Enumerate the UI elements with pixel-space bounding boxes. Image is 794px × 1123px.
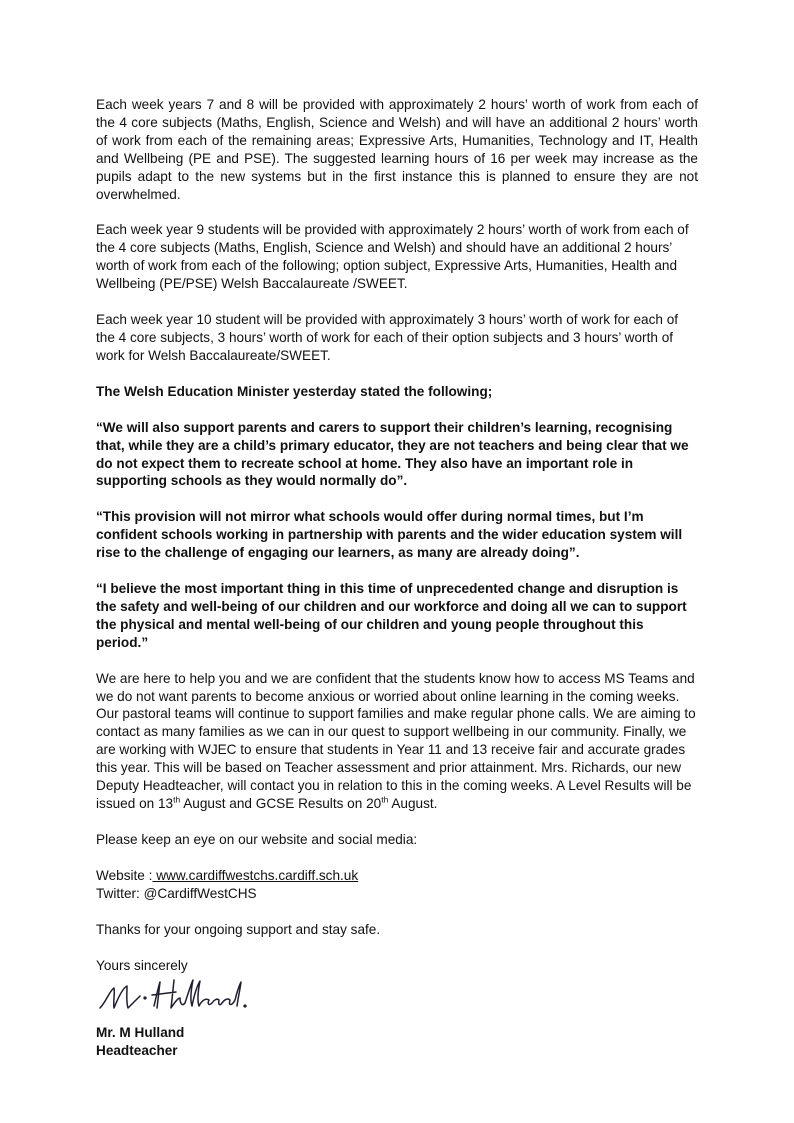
- signature-image: [96, 976, 256, 1020]
- signer-name: Mr. M Hulland: [96, 1025, 185, 1041]
- website-label: Website :: [96, 867, 153, 883]
- support-text-mid: August and GCSE Results on 20: [180, 796, 382, 811]
- support-text-end: August.: [388, 796, 438, 811]
- minister-quote-2: “This provision will not mirror what schools would offer during normal times, but I’m confident schools working in partnership with parents and the wider education system will rise to the challenge of engaging our learners, as many are already doing”.: [96, 509, 683, 561]
- superscript-th: th: [173, 794, 181, 805]
- superscript-th: th: [381, 794, 389, 805]
- paragraph-year-9: Each week year 9 students will be provided with approximately 2 hours’ worth of work from each of the 4 core subjects (Maths, English, Science and Welsh) and should have an additional 2 hours’ worth of work from each of the following; option subject, Expressive Arts, Humanities, Health and Wellbeing (PE/PSE) Welsh Baccalaureate /SWEET.: [96, 222, 689, 292]
- minister-quote-3: “I believe the most important thing in this time of unprecedented change and disruption is the safety and well-being of our children and our workforce and doing all we can to support the physical and mental well-being of our children and young people throughout this period.”: [96, 581, 687, 650]
- minister-intro: The Welsh Education Minister yesterday stated the following;: [96, 383, 493, 399]
- paragraph-years-7-8: Each week years 7 and 8 will be provided with approximately 2 hours’ worth of work from each of the 4 core subjects (Maths, English, Science and Welsh) and will have an additional 2 hours’ worth of work from each of the remaining areas; Expressive Arts, Humanities, Technology and IT, Health and Wellbeing (PE and PSE). The suggested learning hours of 16 per week may increase as the pupils adapt to the new systems but in the first instance this is planned to ensure they are not overwhelmed.: [96, 97, 698, 202]
- yours-sincerely: Yours sincerely: [96, 957, 188, 973]
- twitter-line: Twitter: @CardiffWestCHS: [96, 885, 257, 901]
- paragraph-year-10: Each week year 10 student will be provided with approximately 3 hours’ worth of work for each of the 4 core subjects, 3 hours’ worth of work for each of their option subjects and 3 hours’ worth of work for Welsh Baccalaureate/SWEET.: [96, 312, 679, 363]
- website-link[interactable]: www.cardiffwestchs.cardiff.sch.uk: [152, 867, 359, 883]
- support-text: We are here to help you and we are confident that the students know how to access MS Teams and we do not want parents to become anxious or worried about online learning in the coming weeks. Our pastoral teams will continue to support families and make regular phone calls. We are aiming to contact as many families as we can in our quest to support wellbeing in our community. Finally, we are working with WJEC to ensure that students in Year 11 and 13 receive fair and accurate grades this year. This will be based on Teacher assessment and prior attainment. Mrs. Richards, our new Deputy Headteacher, will contact you in relation to this in the coming weeks. A Level Results will be issued on 13: [96, 670, 696, 811]
- thanks-line: Thanks for your ongoing support and stay safe.: [96, 921, 381, 937]
- keep-an-eye-line: Please keep an eye on our website and social media:: [96, 831, 418, 847]
- paragraph-support: [96, 670, 698, 813]
- minister-quote-1: “We will also support parents and carers to support their children’s learning, recognising that, while they are a child’s primary educator, they are not teachers and being clear that we do not expect them to recreate school at home. They also have an important role in supporting schools as they would normally do”.: [96, 419, 689, 489]
- signature: [96, 976, 698, 1020]
- website-line: [96, 867, 698, 885]
- signer-title: Headteacher: [96, 1043, 178, 1059]
